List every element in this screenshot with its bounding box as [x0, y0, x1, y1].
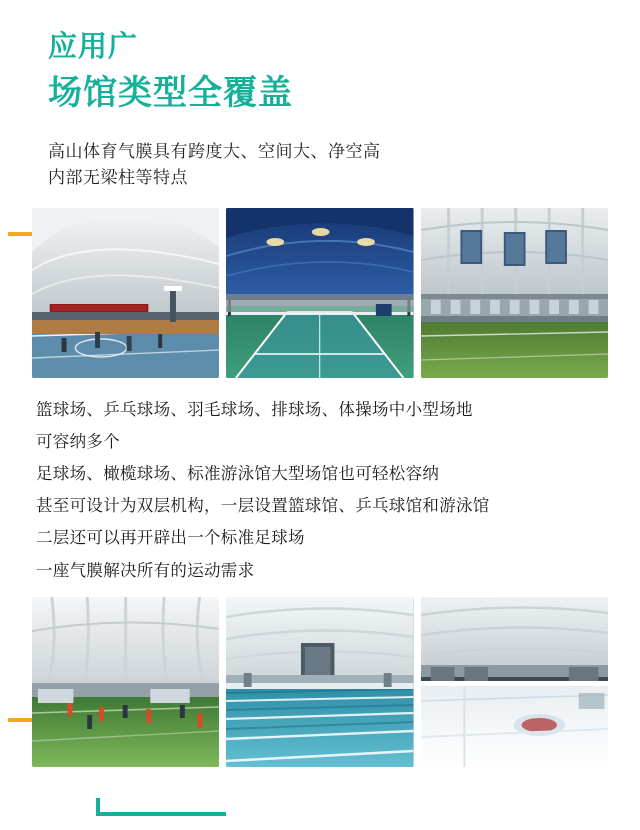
body-text: [0, 378, 640, 587]
photo-swimming-pool: [226, 597, 413, 767]
photo-tennis-court: [226, 208, 413, 378]
body-line-2: 可容纳多个: [36, 432, 120, 451]
photo-football-field: [421, 208, 608, 378]
swimming-pool-image: [226, 597, 413, 767]
basketball-court-image: [32, 208, 219, 378]
page-subtitle: [48, 139, 640, 192]
photo-basketball-court: [32, 208, 219, 378]
body-line-3: 足球场、橄榄球场、标准游泳馆大型场馆也可轻松容纳: [36, 465, 440, 484]
football-field-image: [421, 208, 608, 378]
soccer-training-image: [32, 597, 219, 767]
body-line-6: 一座气膜解决所有的运动需求: [36, 561, 255, 580]
subtitle-line-1: 高山体育气膜具有跨度大、空间大、净空高: [48, 142, 381, 162]
bracket-bottom-teal: [96, 798, 226, 822]
photo-ice-rink: [421, 597, 608, 767]
photo-soccer-training: [32, 597, 219, 767]
body-line-4: 甚至可设计为双层机构，一层设置篮球馆、乒乓球馆和游泳馆: [36, 497, 490, 516]
page-header: [0, 0, 640, 192]
gallery-bottom: [0, 597, 640, 767]
subtitle-line-2: 内部无梁柱等特点: [48, 168, 188, 188]
ice-rink-image: [421, 597, 608, 767]
body-line-5: 二层还可以再开辟出一个标准足球场: [36, 529, 305, 548]
body-line-1: 篮球场、乒乓球场、羽毛球场、排球场、体操场中小型场地: [36, 400, 473, 419]
page-title: 场馆类型全覆盖: [48, 74, 293, 113]
page-title-sub: 应用广: [48, 31, 139, 63]
gallery-top: [0, 208, 640, 378]
tennis-court-image: [226, 208, 413, 378]
